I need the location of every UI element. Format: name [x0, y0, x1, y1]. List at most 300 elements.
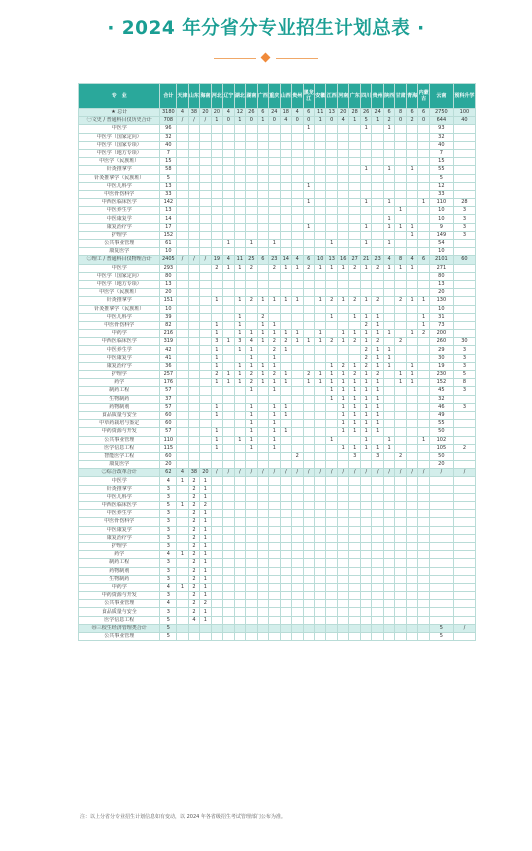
table-cell: 20: [211, 109, 222, 117]
table-cell: [453, 313, 475, 321]
table-cell: 1: [211, 362, 222, 370]
table-cell: [383, 624, 394, 632]
column-header: 专 业: [79, 84, 160, 109]
table-cell: 5: [160, 624, 177, 632]
table-cell: [337, 452, 348, 460]
table-cell: [360, 231, 371, 239]
table-cell: 3: [160, 485, 177, 493]
table-cell: [418, 362, 429, 370]
table-cell: 1: [349, 379, 360, 387]
table-cell: [326, 477, 337, 485]
table-cell: [246, 502, 257, 510]
table-cell: [418, 403, 429, 411]
table-cell: 319: [160, 338, 177, 346]
table-cell: [234, 526, 245, 534]
table-cell: [257, 567, 268, 575]
table-cell: [315, 133, 326, 141]
table-cell: [453, 583, 475, 591]
table-cell: 1: [177, 551, 188, 559]
table-cell: 1: [269, 411, 280, 419]
table-cell: 2: [395, 297, 406, 305]
table-cell: [177, 428, 188, 436]
table-cell: [257, 477, 268, 485]
table-cell: [223, 567, 234, 575]
table-cell: [418, 428, 429, 436]
table-cell: [280, 289, 291, 297]
table-cell: [269, 616, 280, 624]
table-cell: [383, 420, 394, 428]
table-cell: [326, 461, 337, 469]
table-cell: [269, 485, 280, 493]
table-cell: 19: [211, 256, 222, 264]
table-cell: 1: [211, 403, 222, 411]
table-cell: 4: [177, 109, 188, 117]
major-name-cell: 生物制药: [79, 575, 160, 583]
table-cell: [383, 321, 394, 329]
table-cell: [269, 231, 280, 239]
table-cell: [257, 190, 268, 198]
table-cell: [200, 321, 211, 329]
table-cell: [326, 248, 337, 256]
table-cell: [406, 158, 417, 166]
table-cell: [303, 510, 314, 518]
table-cell: 1: [372, 354, 383, 362]
table-cell: [223, 133, 234, 141]
table-cell: [418, 395, 429, 403]
table-cell: [326, 231, 337, 239]
major-name-cell: 药学: [79, 379, 160, 387]
table-row: [79, 346, 476, 354]
table-cell: [315, 477, 326, 485]
table-row: [79, 485, 476, 493]
table-cell: [211, 199, 222, 207]
table-cell: [372, 174, 383, 182]
table-cell: [395, 542, 406, 550]
table-cell: [315, 158, 326, 166]
table-cell: 1: [234, 436, 245, 444]
table-cell: [269, 502, 280, 510]
table-cell: [337, 166, 348, 174]
table-cell: [337, 575, 348, 583]
table-cell: 1: [326, 240, 337, 248]
table-cell: [292, 502, 303, 510]
table-cell: [453, 452, 475, 460]
table-cell: 1: [292, 297, 303, 305]
table-cell: 1: [234, 321, 245, 329]
table-row: [79, 264, 476, 272]
column-header: 安徽: [315, 84, 326, 109]
table-cell: 1: [269, 240, 280, 248]
table-cell: /: [223, 469, 234, 477]
table-cell: 1: [360, 330, 371, 338]
table-cell: 10: [429, 207, 453, 215]
table-cell: [234, 248, 245, 256]
table-cell: [395, 411, 406, 419]
major-name-cell: 中药资源与开发: [79, 592, 160, 600]
table-cell: [234, 403, 245, 411]
major-name-cell: ㊁理工 / 普通科目仅物理合计: [79, 256, 160, 264]
table-cell: [257, 420, 268, 428]
table-cell: [453, 330, 475, 338]
table-cell: 1: [383, 125, 394, 133]
table-cell: [360, 215, 371, 223]
table-cell: [418, 420, 429, 428]
table-cell: 1: [349, 387, 360, 395]
table-cell: [395, 248, 406, 256]
table-cell: [395, 510, 406, 518]
table-cell: [349, 600, 360, 608]
table-cell: /: [200, 117, 211, 125]
table-cell: [246, 559, 257, 567]
table-cell: 3: [453, 362, 475, 370]
table-cell: [188, 387, 199, 395]
table-cell: 1: [372, 428, 383, 436]
table-cell: [188, 461, 199, 469]
table-cell: [211, 477, 222, 485]
table-cell: [383, 297, 394, 305]
table-cell: 54: [429, 240, 453, 248]
table-cell: [200, 305, 211, 313]
table-cell: 32: [429, 395, 453, 403]
table-cell: [453, 461, 475, 469]
table-cell: [280, 583, 291, 591]
table-cell: [223, 624, 234, 632]
table-cell: 1: [372, 362, 383, 370]
table-cell: 20: [200, 469, 211, 477]
table-cell: [395, 575, 406, 583]
table-cell: [337, 248, 348, 256]
table-cell: [383, 248, 394, 256]
table-cell: [418, 133, 429, 141]
major-name-cell: 中医骨伤科学: [79, 518, 160, 526]
table-cell: [200, 248, 211, 256]
table-cell: [246, 518, 257, 526]
major-name-cell: 中医康复学: [79, 526, 160, 534]
table-cell: [280, 240, 291, 248]
table-cell: [349, 240, 360, 248]
table-cell: [395, 313, 406, 321]
table-cell: [303, 166, 314, 174]
table-cell: 3: [453, 387, 475, 395]
table-cell: 1: [349, 403, 360, 411]
table-cell: [315, 551, 326, 559]
table-cell: /: [315, 469, 326, 477]
table-cell: [188, 289, 199, 297]
table-cell: 1: [337, 403, 348, 411]
column-header: 湖南: [246, 84, 257, 109]
table-cell: [303, 420, 314, 428]
table-cell: [406, 592, 417, 600]
table-cell: [269, 592, 280, 600]
table-cell: [372, 608, 383, 616]
table-cell: [188, 354, 199, 362]
table-cell: [234, 485, 245, 493]
table-cell: [303, 592, 314, 600]
table-cell: 1: [406, 223, 417, 231]
table-cell: [292, 190, 303, 198]
table-cell: 2: [337, 362, 348, 370]
table-cell: [418, 559, 429, 567]
major-name-cell: 中草药栽培与鉴定: [79, 420, 160, 428]
table-row: [79, 149, 476, 157]
table-cell: 4: [337, 117, 348, 125]
table-cell: [406, 387, 417, 395]
column-header: 山西: [280, 84, 291, 109]
table-cell: [453, 534, 475, 542]
table-cell: [395, 182, 406, 190]
table-cell: [383, 616, 394, 624]
table-cell: 3180: [161, 109, 175, 116]
table-cell: /: [234, 469, 245, 477]
table-cell: [372, 575, 383, 583]
table-cell: 1: [200, 477, 211, 485]
table-cell: [200, 125, 211, 133]
table-cell: 1: [406, 371, 417, 379]
table-cell: 1: [223, 371, 234, 379]
table-cell: [315, 510, 326, 518]
table-cell: [280, 395, 291, 403]
table-cell: [349, 133, 360, 141]
table-cell: [177, 207, 188, 215]
table-cell: 2: [372, 371, 383, 379]
table-cell: [257, 461, 268, 469]
table-cell: /: [360, 469, 371, 477]
table-cell: 3: [160, 559, 177, 567]
table-cell: 1: [200, 526, 211, 534]
table-cell: [246, 207, 257, 215]
table-cell: 100: [453, 109, 475, 117]
table-cell: [360, 174, 371, 182]
table-cell: [418, 149, 429, 157]
table-cell: 1: [383, 354, 394, 362]
table-cell: [246, 575, 257, 583]
table-cell: 1: [234, 362, 245, 370]
table-cell: 13: [160, 207, 177, 215]
table-cell: 15: [429, 158, 453, 166]
column-header: 海南: [200, 84, 211, 109]
table-cell: [269, 600, 280, 608]
table-cell: [211, 567, 222, 575]
table-cell: [234, 542, 245, 550]
table-cell: 1: [269, 330, 280, 338]
table-cell: [246, 182, 257, 190]
table-cell: [372, 477, 383, 485]
table-cell: [246, 600, 257, 608]
table-cell: [269, 395, 280, 403]
table-cell: [453, 149, 475, 157]
table-cell: [337, 182, 348, 190]
table-cell: [280, 551, 291, 559]
table-cell: [372, 125, 383, 133]
table-cell: 1: [257, 338, 268, 346]
table-cell: 2: [360, 354, 371, 362]
table-cell: /: [383, 469, 394, 477]
table-row: [79, 141, 476, 149]
table-cell: [177, 330, 188, 338]
table-cell: [177, 305, 188, 313]
table-cell: 1: [326, 371, 337, 379]
table-cell: [211, 313, 222, 321]
table-cell: [246, 526, 257, 534]
table-cell: [418, 592, 429, 600]
table-cell: 1: [418, 199, 429, 207]
table-cell: [418, 272, 429, 280]
major-name-cell: 中医学（地方专项）: [79, 149, 160, 157]
major-name-cell: 食品质量与安全: [79, 608, 160, 616]
table-cell: [257, 502, 268, 510]
table-cell: [406, 477, 417, 485]
table-cell: [269, 289, 280, 297]
table-cell: [360, 542, 371, 550]
table-cell: 1: [257, 371, 268, 379]
table-cell: [303, 428, 314, 436]
table-cell: [257, 207, 268, 215]
table-cell: [326, 199, 337, 207]
table-cell: [453, 608, 475, 616]
table-cell: [292, 420, 303, 428]
table-cell: [188, 371, 199, 379]
table-cell: [292, 633, 303, 641]
table-cell: [406, 510, 417, 518]
table-cell: [223, 444, 234, 452]
table-cell: [337, 149, 348, 157]
table-cell: 1: [280, 346, 291, 354]
table-cell: /: [429, 469, 453, 477]
table-cell: [383, 371, 394, 379]
table-cell: 1: [383, 330, 394, 338]
table-cell: [418, 534, 429, 542]
table-cell: [418, 354, 429, 362]
table-cell: [188, 305, 199, 313]
table-cell: [337, 280, 348, 288]
table-cell: 1: [223, 379, 234, 387]
table-cell: [223, 542, 234, 550]
table-cell: [406, 444, 417, 452]
table-cell: 1: [383, 240, 394, 248]
table-cell: [177, 567, 188, 575]
table-cell: [257, 608, 268, 616]
table-cell: [200, 411, 211, 419]
table-cell: 1: [303, 199, 314, 207]
table-cell: [246, 551, 257, 559]
table-cell: 2: [188, 575, 199, 583]
table-cell: [257, 149, 268, 157]
table-cell: [292, 199, 303, 207]
table-cell: 0: [246, 117, 257, 125]
table-cell: [200, 240, 211, 248]
table-cell: 2: [349, 338, 360, 346]
table-cell: [418, 223, 429, 231]
table-cell: [303, 526, 314, 534]
major-name-cell: 中医学（地方专项）: [79, 280, 160, 288]
table-cell: [349, 608, 360, 616]
table-cell: 2: [269, 264, 280, 272]
table-cell: 1: [360, 240, 371, 248]
table-cell: [280, 600, 291, 608]
table-cell: 50: [429, 452, 453, 460]
table-cell: [337, 518, 348, 526]
table-cell: [200, 436, 211, 444]
table-cell: [383, 411, 394, 419]
table-cell: [211, 633, 222, 641]
table-cell: [406, 633, 417, 641]
table-cell: [453, 502, 475, 510]
major-name-cell: 医学信息工程: [79, 616, 160, 624]
table-cell: 1: [303, 223, 314, 231]
table-cell: [429, 518, 453, 526]
table-cell: [326, 346, 337, 354]
table-cell: [280, 231, 291, 239]
table-cell: [349, 526, 360, 534]
table-cell: 2: [246, 371, 257, 379]
table-cell: 1: [326, 362, 337, 370]
table-cell: [280, 452, 291, 460]
major-name-cell: 中医骨伤科学: [79, 190, 160, 198]
table-cell: [315, 166, 326, 174]
major-name-cell: 食品质量与安全: [79, 411, 160, 419]
table-cell: [234, 600, 245, 608]
table-cell: [292, 248, 303, 256]
table-cell: [177, 199, 188, 207]
table-row: [79, 207, 476, 215]
table-cell: [188, 248, 199, 256]
table-cell: [234, 624, 245, 632]
table-cell: 4: [406, 256, 417, 264]
table-cell: 1: [372, 321, 383, 329]
table-cell: [177, 624, 188, 632]
table-cell: [246, 313, 257, 321]
table-row: [79, 272, 476, 280]
table-cell: /: [303, 469, 314, 477]
table-cell: 1: [326, 395, 337, 403]
table-cell: [234, 510, 245, 518]
table-cell: [177, 149, 188, 157]
table-cell: 1: [269, 354, 280, 362]
table-cell: [383, 477, 394, 485]
table-row: [79, 231, 476, 239]
table-cell: [349, 182, 360, 190]
table-cell: [406, 452, 417, 460]
table-group-row: [79, 117, 476, 125]
table-cell: [292, 493, 303, 501]
table-cell: 260: [429, 338, 453, 346]
table-cell: [453, 272, 475, 280]
table-row: [79, 248, 476, 256]
column-header: 湖北: [234, 84, 245, 109]
table-cell: [372, 166, 383, 174]
table-cell: [200, 403, 211, 411]
table-cell: [234, 215, 245, 223]
table-cell: 1: [383, 436, 394, 444]
table-cell: [418, 240, 429, 248]
major-name-cell: 中医学: [79, 264, 160, 272]
table-cell: [383, 559, 394, 567]
table-cell: 1: [200, 518, 211, 526]
table-cell: [246, 624, 257, 632]
table-cell: [337, 125, 348, 133]
table-cell: [395, 518, 406, 526]
table-cell: [315, 190, 326, 198]
table-cell: 142: [160, 199, 177, 207]
table-cell: [200, 379, 211, 387]
table-cell: 1: [326, 379, 337, 387]
table-cell: [360, 616, 371, 624]
table-cell: [211, 305, 222, 313]
table-cell: [383, 133, 394, 141]
table-cell: [188, 158, 199, 166]
table-cell: [211, 289, 222, 297]
table-cell: [234, 559, 245, 567]
